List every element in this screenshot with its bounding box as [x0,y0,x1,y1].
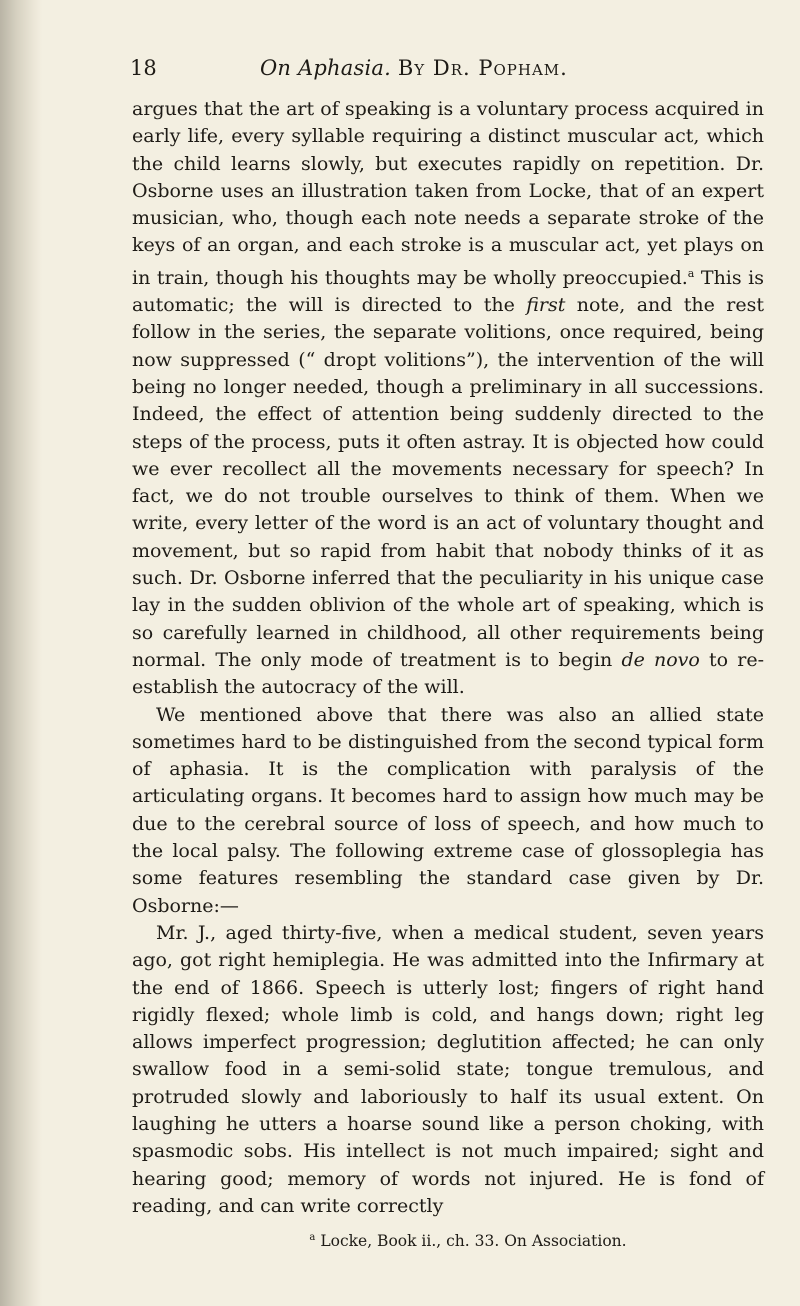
paragraph-3: Mr. J., aged thirty-five, when a medical student, seven years ago, got right hemiplegia. He was admitted into the Infirmary at the end of 1866. Speech is utterly lost; fingers of right hand rigidly flexed; whole limb is cold, and hangs down; right leg allows imperfect progression; deglutition affected; he can only swallow food in a semi-solid state; tongue tremulous, and protruded slowly and laboriously to half its usual extent. On laughing he utters a hoarse sound like a person choking, with spasmodic sobs. His intellect is not much impaired; sight and hearing good; memory of words not injured. He is fond of reading, and can write correctly [132,921,764,1217]
book-page [132,56,764,1250]
footnote-reference: a [687,266,695,280]
paragraph-1-end: to re-establish the autocracy of the will. [132,648,764,699]
footnote-text: Locke, Book ii., ch. 33. On Association. [320,1232,627,1251]
running-title [260,56,568,80]
running-title-author: By Dr. Popham. [397,56,568,80]
running-title-work: On Aphasia. [260,56,391,80]
book-gutter-shadow [0,0,42,1306]
page-header [132,56,764,96]
paragraph-1-continued-2: note, and the rest follow in the series, the separate volitions, once required, being now suppressed (“ dropt volitions”), the intervention of the will being no longer needed, though a preliminary in all successions. Indeed, the effect of attention being suddenly directed to the steps of the process, puts it often astray. It is objected how could we ever recollect all the movements necessary for speech? In fact, we do not trouble ourselves to think of them. When we write, every letter of the word is an act of voluntary thought and movement, but so rapid from habit that nobody thinks of it as such. Dr. Osborne inferred that the peculiarity in his unique case lay in the sudden oblivion of the whole art of speaking, which is so carefully learned in childhood, all other requirements being normal. The only mode of treatment is to begin [132,294,764,671]
paragraph-2: We mentioned above that there was also an allied state sometimes hard to be distinguished from the second typical form of aphasia. It is the complication with paralysis of the articulating organs. It becomes hard to assign how much may be due to the cerebral source of loss of speech, and how much to the local palsy. The following extreme case of glossoplegia has some features resembling the standard case given by Dr. Osborne:— [132,703,764,917]
emphasis-first: first [526,294,566,317]
paragraph-1 [132,96,764,702]
body-text [132,96,764,1220]
emphasis-de-novo: de novo [621,648,700,671]
footnote [132,1232,764,1250]
paragraph-1-continued: This is automatic; the will is directed to the [132,266,764,317]
page-number: 18 [130,56,157,80]
paragraph-1-text: argues that the art of speaking is a voluntary process acquired in early life, every syllable requiring a distinct muscular act, which the child learns slowly, but executes rapidly on repetition. Dr. Osborne uses an illustration taken from Locke, that of an expert musician, who, though each note needs a separate stroke of the keys of an organ, and each stroke is a muscular act, yet plays on in train, though his thoughts may be wholly preoccupied. [132,98,764,289]
footnote-marker: a [309,1232,316,1244]
